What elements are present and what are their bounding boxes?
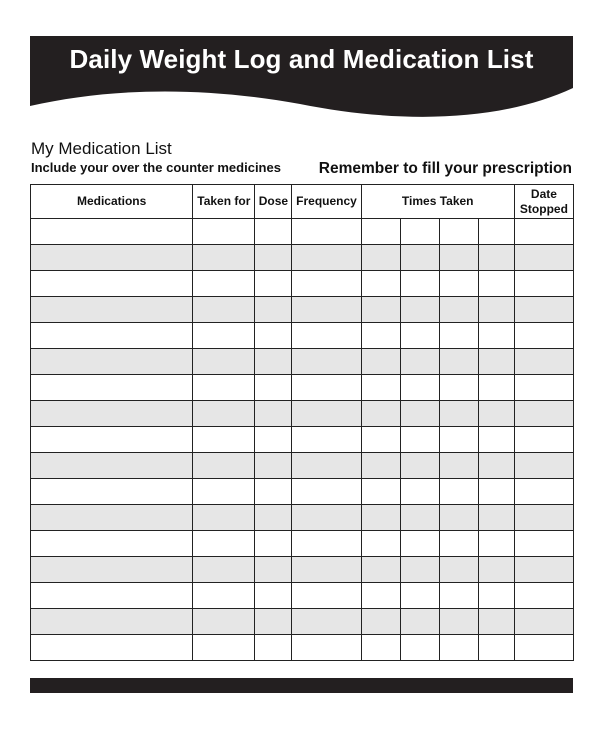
date-stopped-cell[interactable] bbox=[514, 349, 573, 375]
dose-cell[interactable] bbox=[255, 427, 292, 453]
table-row bbox=[31, 557, 574, 583]
frequency-cell[interactable] bbox=[292, 245, 361, 271]
times-taken-cell[interactable] bbox=[361, 557, 400, 583]
table-row bbox=[31, 349, 574, 375]
times-taken-cell[interactable] bbox=[478, 245, 514, 271]
date-stopped-cell[interactable] bbox=[514, 401, 573, 427]
table-row bbox=[31, 531, 574, 557]
times-taken-cell[interactable] bbox=[478, 609, 514, 635]
table-row bbox=[31, 453, 574, 479]
table-row bbox=[31, 401, 574, 427]
times-taken-cell[interactable] bbox=[400, 635, 439, 661]
dose-cell[interactable] bbox=[255, 323, 292, 349]
header-date-stopped: Date Stopped bbox=[514, 185, 573, 219]
times-taken-cell[interactable] bbox=[400, 349, 439, 375]
taken-for-cell[interactable] bbox=[193, 453, 255, 479]
times-taken-cell[interactable] bbox=[400, 245, 439, 271]
times-taken-cell[interactable] bbox=[400, 505, 439, 531]
taken-for-cell[interactable] bbox=[193, 219, 255, 245]
table-row bbox=[31, 583, 574, 609]
table-row bbox=[31, 505, 574, 531]
dose-cell[interactable] bbox=[255, 583, 292, 609]
times-taken-cell[interactable] bbox=[361, 609, 400, 635]
dose-cell[interactable] bbox=[255, 557, 292, 583]
table-row bbox=[31, 427, 574, 453]
frequency-cell[interactable] bbox=[292, 401, 361, 427]
medication-table bbox=[30, 184, 574, 661]
times-taken-cell[interactable] bbox=[439, 479, 478, 505]
header-times-taken: Times Taken bbox=[361, 185, 514, 219]
frequency-cell[interactable] bbox=[292, 531, 361, 557]
times-taken-cell[interactable] bbox=[478, 271, 514, 297]
taken-for-cell[interactable] bbox=[193, 557, 255, 583]
date-stopped-cell[interactable] bbox=[514, 609, 573, 635]
times-taken-cell[interactable] bbox=[400, 375, 439, 401]
medication-cell[interactable] bbox=[31, 401, 193, 427]
times-taken-cell[interactable] bbox=[361, 219, 400, 245]
section-subtitle: Include your over the counter medicines bbox=[31, 160, 281, 175]
dose-cell[interactable] bbox=[255, 505, 292, 531]
times-taken-cell[interactable] bbox=[439, 557, 478, 583]
times-taken-cell[interactable] bbox=[478, 427, 514, 453]
times-taken-cell[interactable] bbox=[439, 505, 478, 531]
times-taken-cell[interactable] bbox=[478, 505, 514, 531]
table-row bbox=[31, 297, 574, 323]
times-taken-cell[interactable] bbox=[361, 583, 400, 609]
frequency-cell[interactable] bbox=[292, 453, 361, 479]
times-taken-cell[interactable] bbox=[478, 479, 514, 505]
times-taken-cell[interactable] bbox=[361, 479, 400, 505]
medication-cell[interactable] bbox=[31, 375, 193, 401]
date-stopped-cell[interactable] bbox=[514, 557, 573, 583]
times-taken-cell[interactable] bbox=[400, 401, 439, 427]
header-medications: Medications bbox=[31, 185, 193, 219]
dose-cell[interactable] bbox=[255, 375, 292, 401]
times-taken-cell[interactable] bbox=[400, 531, 439, 557]
times-taken-cell[interactable] bbox=[361, 349, 400, 375]
times-taken-cell[interactable] bbox=[439, 271, 478, 297]
frequency-cell[interactable] bbox=[292, 427, 361, 453]
times-taken-cell[interactable] bbox=[439, 427, 478, 453]
frequency-cell[interactable] bbox=[292, 323, 361, 349]
medication-cell[interactable] bbox=[31, 609, 193, 635]
frequency-cell[interactable] bbox=[292, 219, 361, 245]
taken-for-cell[interactable] bbox=[193, 297, 255, 323]
times-taken-cell[interactable] bbox=[361, 401, 400, 427]
page-title: Daily Weight Log and Medication List bbox=[69, 44, 534, 74]
times-taken-cell[interactable] bbox=[439, 349, 478, 375]
medication-cell[interactable] bbox=[31, 583, 193, 609]
date-stopped-cell[interactable] bbox=[514, 427, 573, 453]
times-taken-cell[interactable] bbox=[361, 635, 400, 661]
times-taken-cell[interactable] bbox=[400, 323, 439, 349]
table-header-row bbox=[31, 185, 574, 219]
medication-cell[interactable] bbox=[31, 245, 193, 271]
times-taken-cell[interactable] bbox=[361, 271, 400, 297]
medication-cell[interactable] bbox=[31, 271, 193, 297]
times-taken-cell[interactable] bbox=[478, 635, 514, 661]
times-taken-cell[interactable] bbox=[361, 427, 400, 453]
dose-cell[interactable] bbox=[255, 271, 292, 297]
times-taken-cell[interactable] bbox=[400, 219, 439, 245]
times-taken-cell[interactable] bbox=[439, 453, 478, 479]
medication-table-body bbox=[31, 219, 574, 661]
times-taken-cell[interactable] bbox=[478, 583, 514, 609]
section-title: My Medication List bbox=[31, 139, 172, 158]
times-taken-cell[interactable] bbox=[361, 297, 400, 323]
times-taken-cell[interactable] bbox=[439, 635, 478, 661]
dose-cell[interactable] bbox=[255, 297, 292, 323]
times-taken-cell[interactable] bbox=[439, 219, 478, 245]
dose-cell[interactable] bbox=[255, 453, 292, 479]
times-taken-cell[interactable] bbox=[439, 583, 478, 609]
medication-cell[interactable] bbox=[31, 505, 193, 531]
times-taken-cell[interactable] bbox=[478, 557, 514, 583]
medication-cell[interactable] bbox=[31, 557, 193, 583]
taken-for-cell[interactable] bbox=[193, 635, 255, 661]
header-taken-for: Taken for bbox=[193, 185, 255, 219]
medication-cell[interactable] bbox=[31, 479, 193, 505]
times-taken-cell[interactable] bbox=[400, 479, 439, 505]
times-taken-cell[interactable] bbox=[400, 297, 439, 323]
dose-cell[interactable] bbox=[255, 479, 292, 505]
date-stopped-cell[interactable] bbox=[514, 219, 573, 245]
frequency-cell[interactable] bbox=[292, 609, 361, 635]
frequency-cell[interactable] bbox=[292, 297, 361, 323]
times-taken-cell[interactable] bbox=[361, 375, 400, 401]
date-stopped-cell[interactable] bbox=[514, 297, 573, 323]
frequency-cell[interactable] bbox=[292, 557, 361, 583]
frequency-cell[interactable] bbox=[292, 505, 361, 531]
times-taken-cell[interactable] bbox=[478, 453, 514, 479]
times-taken-cell[interactable] bbox=[439, 323, 478, 349]
frequency-cell[interactable] bbox=[292, 479, 361, 505]
taken-for-cell[interactable] bbox=[193, 583, 255, 609]
taken-for-cell[interactable] bbox=[193, 245, 255, 271]
prescription-reminder: Remember to fill your prescription bbox=[318, 160, 572, 177]
times-taken-cell[interactable] bbox=[439, 245, 478, 271]
times-taken-cell[interactable] bbox=[439, 531, 478, 557]
times-taken-cell[interactable] bbox=[478, 219, 514, 245]
date-stopped-cell[interactable] bbox=[514, 583, 573, 609]
table-row bbox=[31, 323, 574, 349]
frequency-cell[interactable] bbox=[292, 271, 361, 297]
header-banner bbox=[30, 36, 573, 122]
times-taken-cell[interactable] bbox=[361, 323, 400, 349]
times-taken-cell[interactable] bbox=[439, 297, 478, 323]
times-taken-cell[interactable] bbox=[400, 583, 439, 609]
medication-cell[interactable] bbox=[31, 635, 193, 661]
table-row bbox=[31, 219, 574, 245]
times-taken-cell[interactable] bbox=[400, 557, 439, 583]
times-taken-cell[interactable] bbox=[439, 375, 478, 401]
times-taken-cell[interactable] bbox=[361, 453, 400, 479]
medication-cell[interactable] bbox=[31, 349, 193, 375]
date-stopped-cell[interactable] bbox=[514, 531, 573, 557]
taken-for-cell[interactable] bbox=[193, 323, 255, 349]
taken-for-cell[interactable] bbox=[193, 479, 255, 505]
dose-cell[interactable] bbox=[255, 219, 292, 245]
medication-cell[interactable] bbox=[31, 531, 193, 557]
taken-for-cell[interactable] bbox=[193, 375, 255, 401]
medication-cell[interactable] bbox=[31, 323, 193, 349]
dose-cell[interactable] bbox=[255, 531, 292, 557]
dose-cell[interactable] bbox=[255, 635, 292, 661]
date-stopped-cell[interactable] bbox=[514, 505, 573, 531]
table-row bbox=[31, 245, 574, 271]
date-stopped-cell[interactable] bbox=[514, 245, 573, 271]
times-taken-cell[interactable] bbox=[400, 609, 439, 635]
date-stopped-cell[interactable] bbox=[514, 453, 573, 479]
table-row bbox=[31, 635, 574, 661]
times-taken-cell[interactable] bbox=[478, 401, 514, 427]
dose-cell[interactable] bbox=[255, 349, 292, 375]
header-frequency: Frequency bbox=[292, 185, 361, 219]
taken-for-cell[interactable] bbox=[193, 349, 255, 375]
medication-cell[interactable] bbox=[31, 297, 193, 323]
header-dose: Dose bbox=[255, 185, 292, 219]
times-taken-cell[interactable] bbox=[400, 427, 439, 453]
times-taken-cell[interactable] bbox=[400, 271, 439, 297]
times-taken-cell[interactable] bbox=[478, 323, 514, 349]
date-stopped-cell[interactable] bbox=[514, 323, 573, 349]
date-stopped-cell[interactable] bbox=[514, 479, 573, 505]
times-taken-cell[interactable] bbox=[439, 609, 478, 635]
footer-bar bbox=[30, 678, 573, 693]
times-taken-cell[interactable] bbox=[361, 531, 400, 557]
table-row bbox=[31, 609, 574, 635]
frequency-cell[interactable] bbox=[292, 635, 361, 661]
taken-for-cell[interactable] bbox=[193, 609, 255, 635]
times-taken-cell[interactable] bbox=[478, 531, 514, 557]
times-taken-cell[interactable] bbox=[439, 401, 478, 427]
frequency-cell[interactable] bbox=[292, 375, 361, 401]
frequency-cell[interactable] bbox=[292, 349, 361, 375]
taken-for-cell[interactable] bbox=[193, 401, 255, 427]
times-taken-cell[interactable] bbox=[478, 297, 514, 323]
date-stopped-cell[interactable] bbox=[514, 635, 573, 661]
date-stopped-cell[interactable] bbox=[514, 271, 573, 297]
frequency-cell[interactable] bbox=[292, 583, 361, 609]
taken-for-cell[interactable] bbox=[193, 427, 255, 453]
medication-cell[interactable] bbox=[31, 219, 193, 245]
taken-for-cell[interactable] bbox=[193, 505, 255, 531]
table-row bbox=[31, 271, 574, 297]
times-taken-cell[interactable] bbox=[361, 245, 400, 271]
medication-cell[interactable] bbox=[31, 453, 193, 479]
taken-for-cell[interactable] bbox=[193, 531, 255, 557]
date-stopped-cell[interactable] bbox=[514, 375, 573, 401]
dose-cell[interactable] bbox=[255, 401, 292, 427]
table-row bbox=[31, 479, 574, 505]
dose-cell[interactable] bbox=[255, 609, 292, 635]
table-row bbox=[31, 375, 574, 401]
dose-cell[interactable] bbox=[255, 245, 292, 271]
times-taken-cell[interactable] bbox=[478, 375, 514, 401]
times-taken-cell[interactable] bbox=[400, 453, 439, 479]
taken-for-cell[interactable] bbox=[193, 271, 255, 297]
times-taken-cell[interactable] bbox=[361, 505, 400, 531]
medication-cell[interactable] bbox=[31, 427, 193, 453]
times-taken-cell[interactable] bbox=[478, 349, 514, 375]
